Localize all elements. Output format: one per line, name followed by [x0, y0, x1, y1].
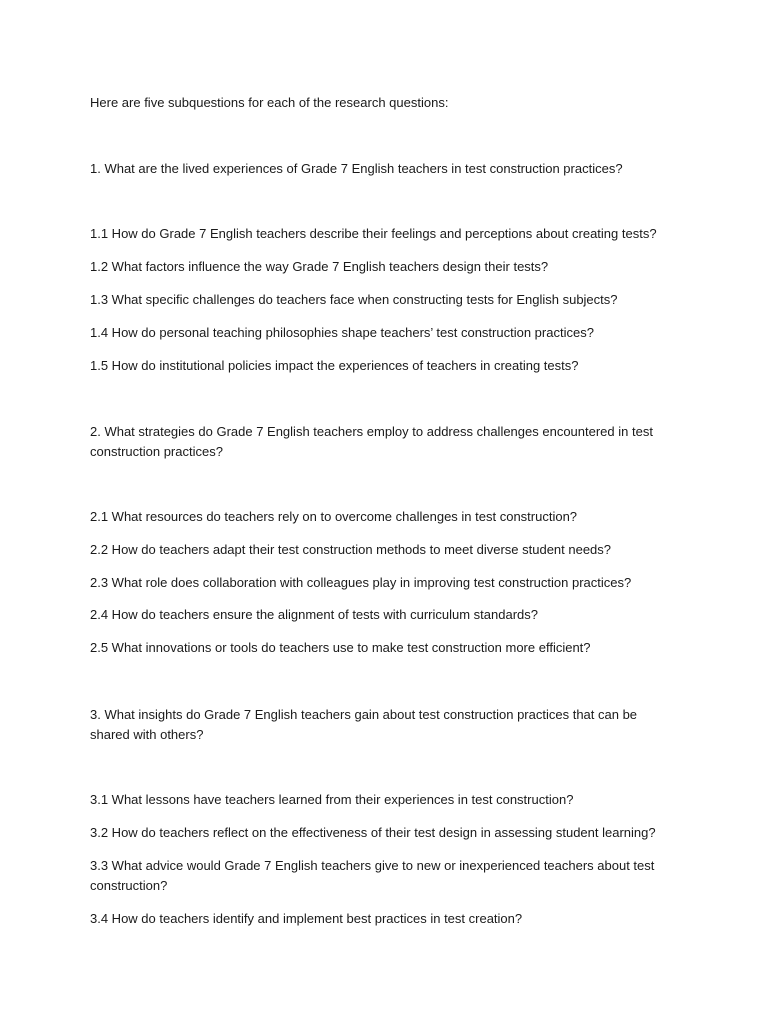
subquestion-2-2: 2.2 How do teachers adapt their test construction methods to meet diverse student needs? — [90, 542, 612, 557]
subquestion-1-1: 1.1 How do Grade 7 English teachers describe their feelings and perceptions about creating tests? — [90, 226, 657, 241]
subquestion-3-1: 3.1 What lessons have teachers learned from their experiences in test construction? — [90, 792, 574, 807]
subquestion-1-4: 1.4 How do personal teaching philosophies shape teachers’ test construction practices? — [90, 325, 594, 340]
subquestion-1-2: 1.2 What factors influence the way Grade 7 English teachers design their tests? — [90, 259, 549, 274]
subquestion-1-5: 1.5 How do institutional policies impact the experiences of teachers in creating tests? — [90, 358, 579, 373]
research-question-1: 1. What are the lived experiences of Grade 7 English teachers in test construction practices? — [90, 161, 623, 176]
subquestion-3-4: 3.4 How do teachers identify and implement best practices in test creation? — [90, 911, 523, 926]
research-question-3: 3. What insights do Grade 7 English teachers gain about test construction practices that can be shared with others? — [90, 707, 638, 742]
subquestion-2-1: 2.1 What resources do teachers rely on to overcome challenges in test construction? — [90, 509, 578, 524]
subquestion-3-2: 3.2 How do teachers reflect on the effectiveness of their test design in assessing student learning? — [90, 825, 656, 840]
subquestion-1-3: 1.3 What specific challenges do teachers face when constructing tests for English subjects? — [90, 292, 618, 307]
subquestion-2-3: 2.3 What role does collaboration with colleagues play in improving test construction practices? — [90, 575, 632, 590]
subquestion-3-3: 3.3 What advice would Grade 7 English teachers give to new or inexperienced teachers about test construction? — [90, 858, 655, 893]
subquestion-2-4: 2.4 How do teachers ensure the alignment of tests with curriculum standards? — [90, 607, 539, 622]
subquestion-2-5: 2.5 What innovations or tools do teachers use to make test construction more efficient? — [90, 640, 591, 655]
intro-text: Here are five subquestions for each of the research questions: — [90, 95, 449, 110]
research-question-2: 2. What strategies do Grade 7 English teachers employ to address challenges encountered in test construction practices? — [90, 424, 653, 459]
